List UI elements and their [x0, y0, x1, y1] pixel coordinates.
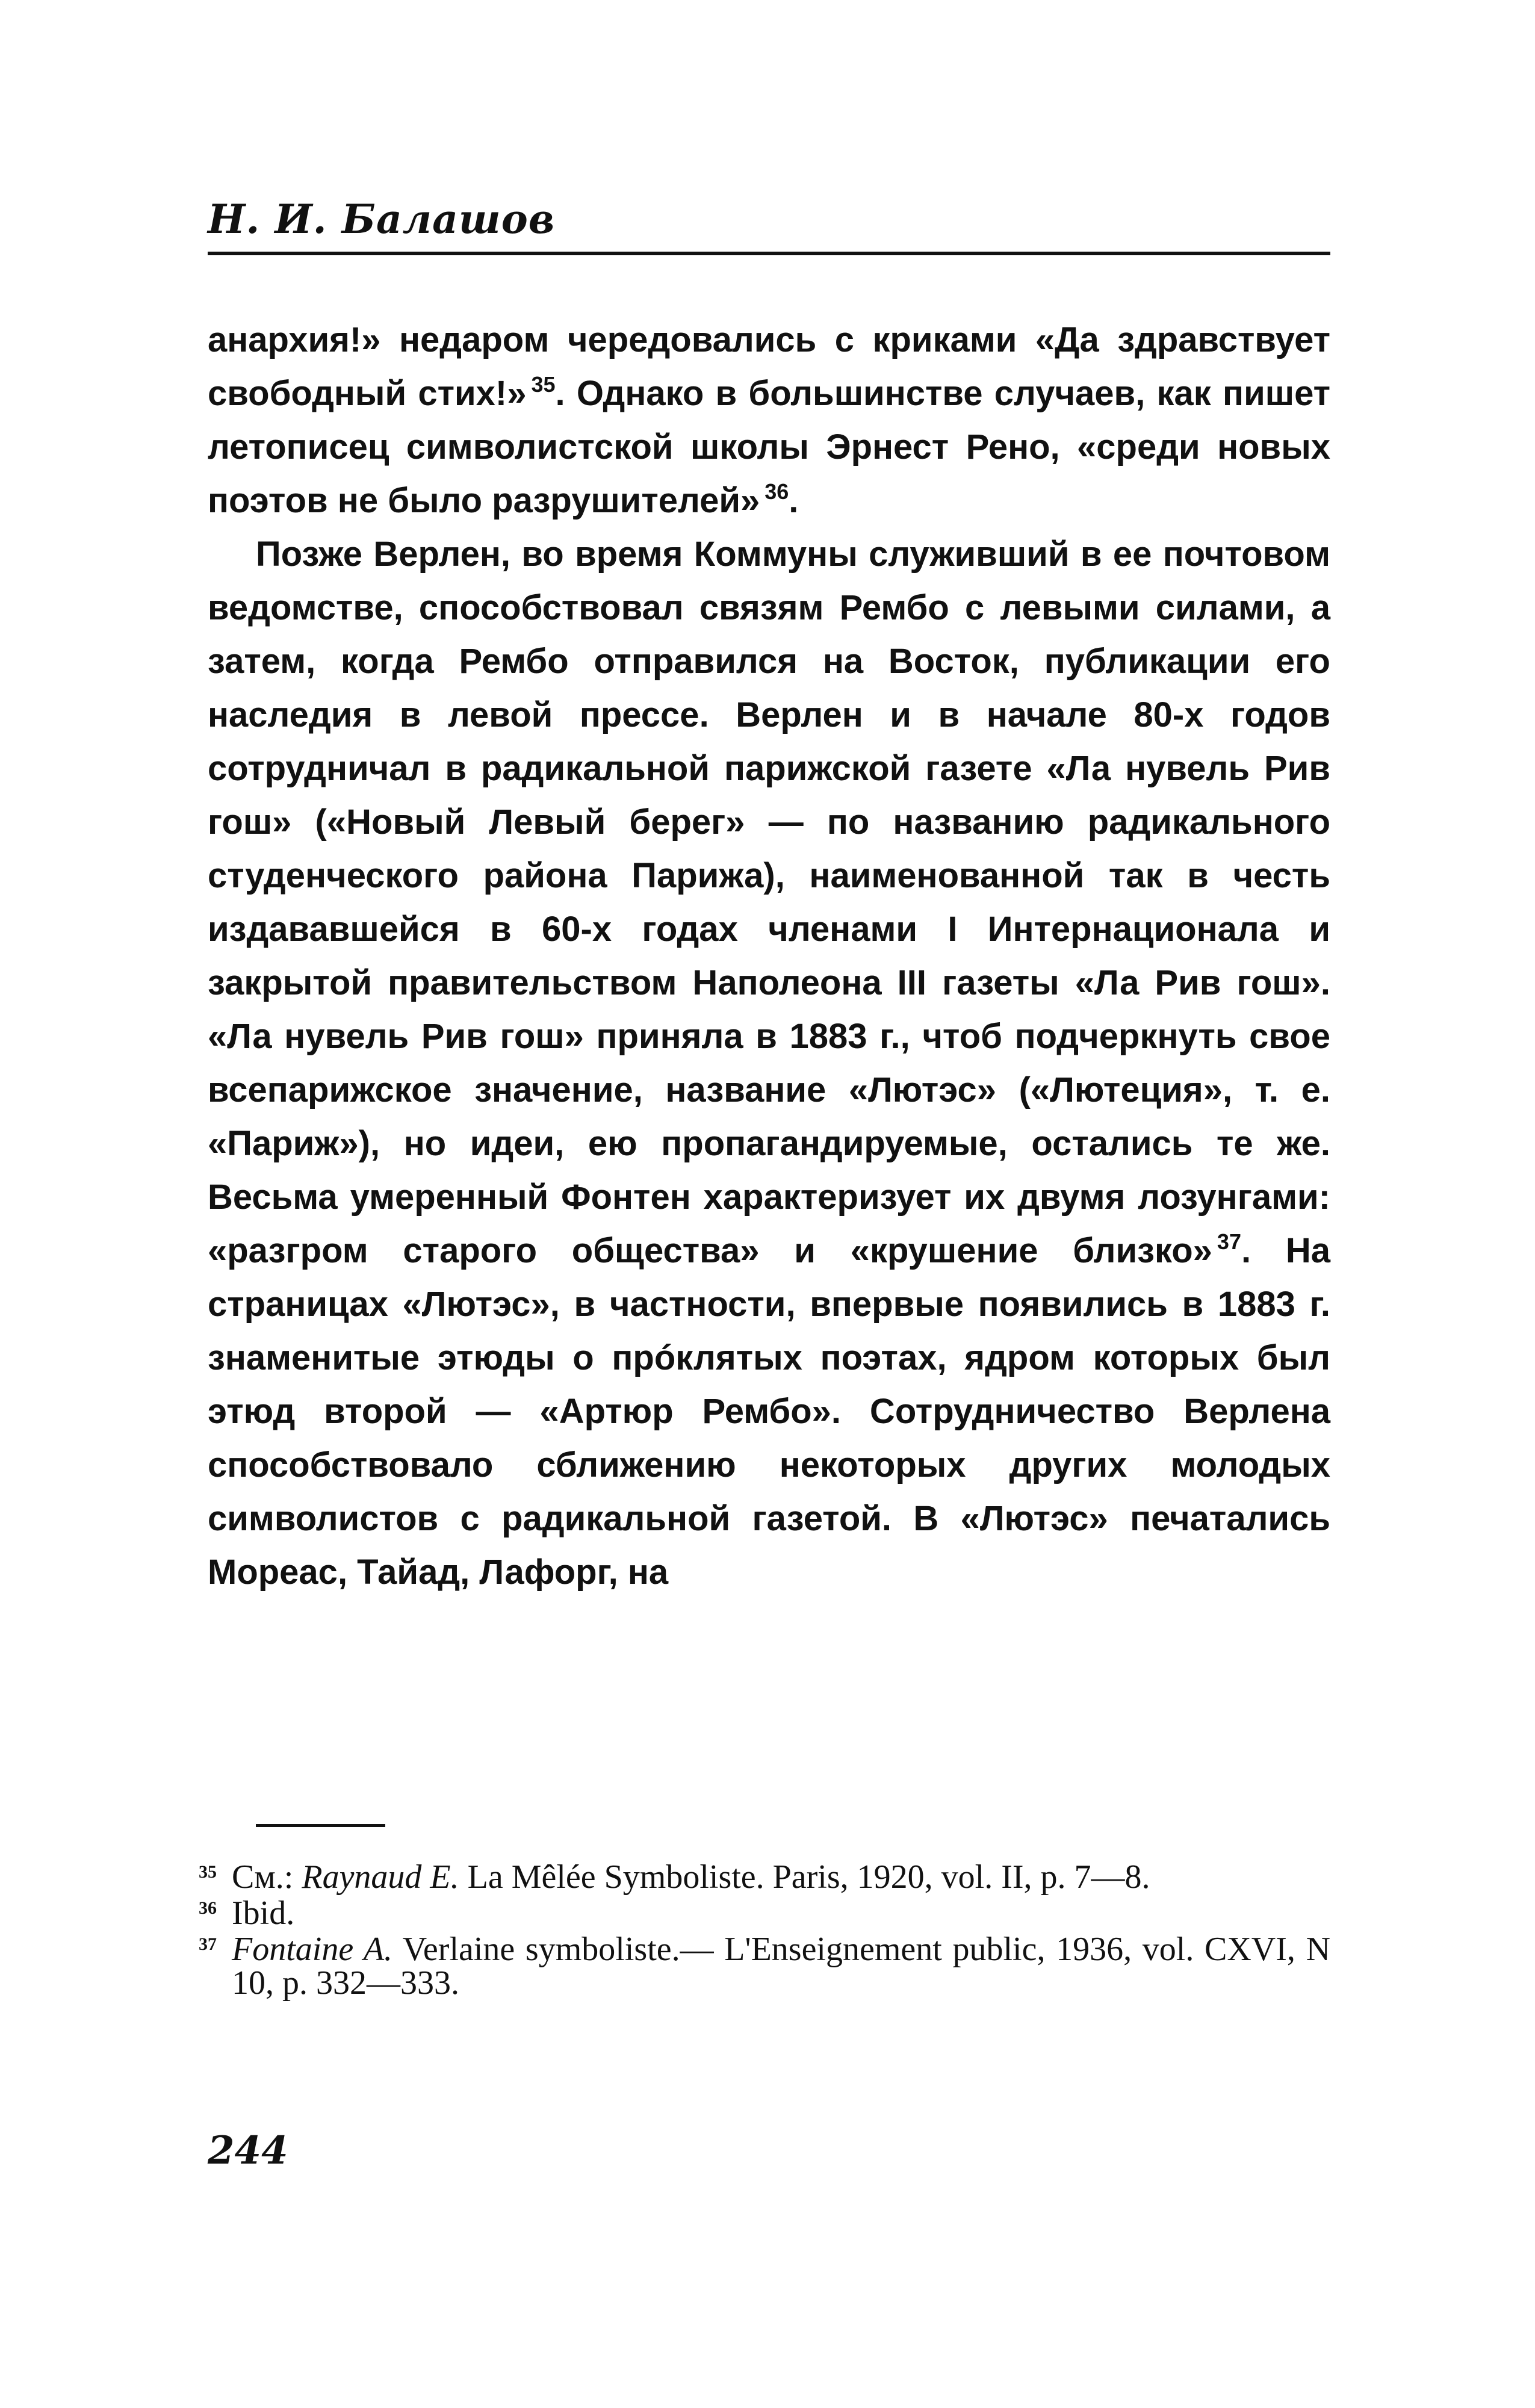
text-run: анархия!» недаром чередовались с криками «Да здравствует свободный стих!»: [208, 320, 1330, 413]
footnote-number: 37: [199, 1934, 217, 1954]
footnote-ref-36: 36: [764, 479, 789, 504]
footnotes: [199, 1860, 1330, 2000]
footnote-text: [232, 1896, 1330, 1930]
text-run: Позже Верлен, во время Коммуны служивший в ее почтовом ведомстве, способствовал связям Рембо с левыми силами, а затем, когда Рембо отправился на Восток, публикации его наследия в левой прессе. Верлен и в начале 80-х годов сотрудничал в радикальной парижской газете «Ла нувель Рив гош» («Новый Левый берег» — по названию радикального студенческого района Парижа), наименованной так в честь издававшейся в 60-х годах членами I Интернационала и закрытой правительством Наполеона III газеты «Ла Рив гош». «Ла нувель Рив гош» приняла в 1883 г., чтоб подчеркнуть свое всепарижское значение, название «Лютэс» («Лютеция», т. е. «Париж»), но идеи, ею пропагандируемые, остались те же. Весьма умеренный Фонтен характеризует их двумя лозунгами: «разгром старого общества» и «крушение близко»: [208, 535, 1330, 1270]
footnote-rule: [256, 1824, 385, 1827]
footnote-ref-35: 35: [531, 372, 556, 397]
footnote-37: [199, 1932, 1330, 2000]
footnote-text: [232, 1932, 1330, 2000]
header-rule: [208, 252, 1330, 255]
footnote-ref-37: 37: [1217, 1229, 1241, 1254]
footnote-number: 35: [199, 1862, 217, 1882]
footnote-citation: Verlaine symboliste.— L'Enseignement public, 1936, vol. CXVI, N 10, p. 332—333.: [232, 1931, 1331, 2002]
running-header: Н. И. Балашов: [208, 196, 556, 243]
footnote-text: [232, 1860, 1330, 1894]
paragraph-1: [208, 313, 1330, 527]
page-number: 244: [208, 2128, 288, 2173]
text-run: . Однако в большинстве случаев, как пишет летописец символистской школы Эрнест Рено, «среди новых поэтов не было разрушителей»: [208, 374, 1330, 520]
footnote-author: Fontaine A.: [232, 1931, 393, 1968]
footnote-author: Raynaud E.: [302, 1858, 459, 1896]
body-text: [208, 313, 1330, 1599]
text-run: . На страницах «Лютэс», в частности, впервые появились в 1883 г. знаменитые этюды о прóклятых поэтах, ядром которых был этюд второй — «Артюр Рембо». Сотрудничество Верлена способствовало сближению некоторых других молодых символистов с радикальной газетой. В «Лютэс» печатались Мореас, Тайад, Лафорг, на: [208, 1231, 1330, 1592]
footnote-35: [199, 1860, 1330, 1894]
footnote-prefix: См.:: [232, 1858, 302, 1896]
footnote-citation: La Mêlée Symboliste. Paris, 1920, vol. II, p. 7—8.: [459, 1858, 1150, 1896]
text-run: .: [789, 481, 799, 520]
footnote-number: 36: [199, 1898, 217, 1918]
footnote-citation: Ibid.: [232, 1894, 295, 1932]
paragraph-2: [208, 527, 1330, 1599]
footnote-36: [199, 1896, 1330, 1930]
